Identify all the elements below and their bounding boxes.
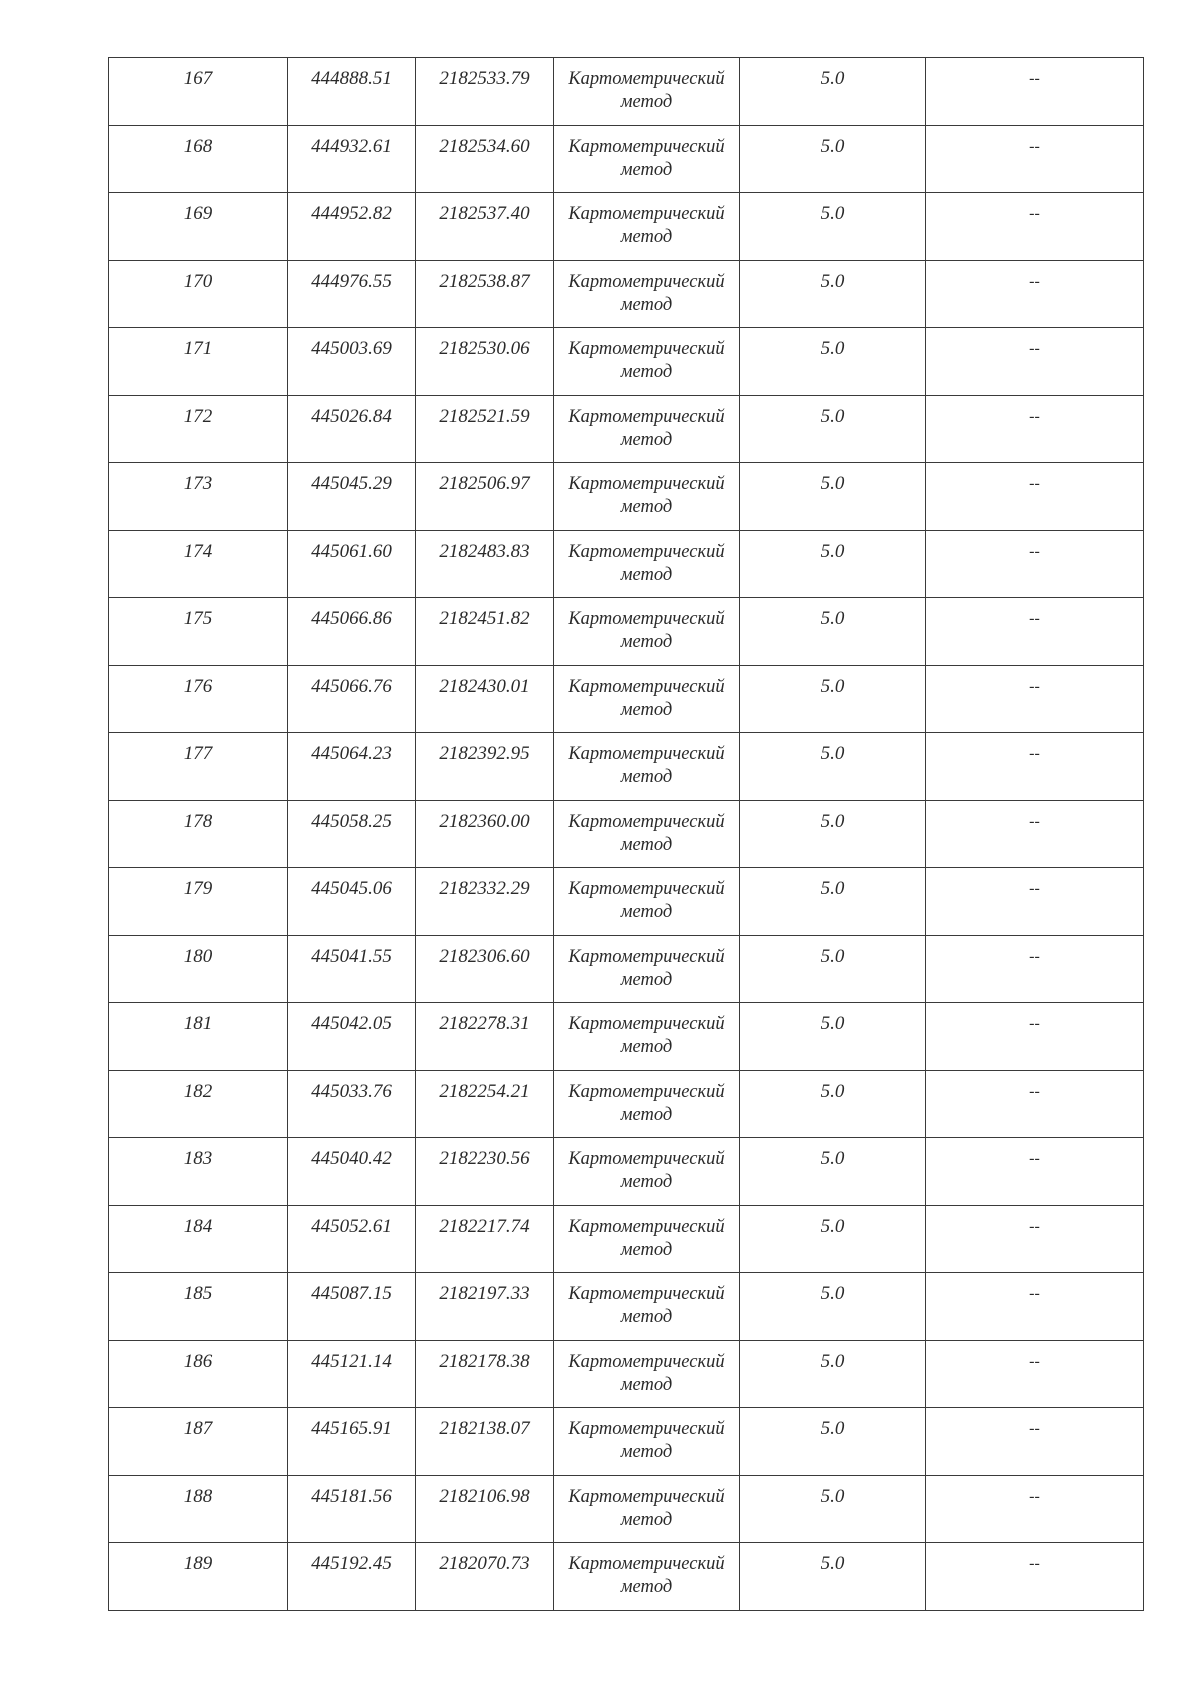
table-row [109,58,1144,126]
y-coordinate-cell: 2182197.33 [416,1273,554,1341]
x-coordinate-cell: 444976.55 [288,260,416,328]
description-cell: -- [926,598,1144,666]
x-coordinate-cell: 445033.76 [288,1070,416,1138]
description-cell: -- [926,530,1144,598]
table-row [109,1475,1144,1543]
table-row [109,1340,1144,1408]
accuracy-cell: 5.0 [740,530,926,598]
accuracy-cell: 5.0 [740,1340,926,1408]
description-cell: -- [926,1070,1144,1138]
x-coordinate-cell: 445040.42 [288,1138,416,1206]
method-cell [554,1070,740,1138]
method-cell [554,598,740,666]
description-cell: -- [926,800,1144,868]
point-number-cell: 174 [109,530,288,598]
method-line-1: Картометрический [568,406,725,427]
accuracy-cell: 5.0 [740,260,926,328]
accuracy-cell: 5.0 [740,598,926,666]
y-coordinate-cell: 2182306.60 [416,935,554,1003]
description-cell: -- [926,1475,1144,1543]
accuracy-cell: 5.0 [740,58,926,126]
method-line-1: Картометрический [568,1554,725,1574]
method-line-2: метод [620,92,673,112]
method-line-1: Картометрический [568,1149,725,1169]
method-line-2: метод [620,1172,673,1192]
accuracy-cell: 5.0 [740,800,926,868]
point-number-cell: 171 [109,328,288,396]
description-cell: -- [926,868,1144,936]
method-line-1: Картометрический [568,271,725,292]
point-number-cell: 181 [109,1003,288,1071]
coordinates-table-container [108,57,1144,1611]
description-cell: -- [926,125,1144,193]
description-cell: -- [926,1408,1144,1476]
accuracy-cell: 5.0 [740,1138,926,1206]
y-coordinate-cell: 2182538.87 [416,260,554,328]
method-line-1: Картометрический [568,744,725,764]
y-coordinate-cell: 2182392.95 [416,733,554,801]
point-number-cell: 169 [109,193,288,261]
method-line-1: Картометрический [568,339,725,359]
y-coordinate-cell: 2182537.40 [416,193,554,261]
x-coordinate-cell: 445061.60 [288,530,416,598]
method-line-1: Картометрический [568,676,725,697]
table-row [109,1273,1144,1341]
method-cell [554,260,740,328]
description-cell: -- [926,58,1144,126]
y-coordinate-cell: 2182278.31 [416,1003,554,1071]
y-coordinate-cell: 2182521.59 [416,395,554,463]
method-cell [554,1475,740,1543]
method-cell [554,58,740,126]
description-cell: -- [926,395,1144,463]
method-line-2: метод [620,159,673,180]
description-cell: -- [926,935,1144,1003]
point-number-cell: 182 [109,1070,288,1138]
point-number-cell: 184 [109,1205,288,1273]
method-line-2: метод [620,1307,673,1327]
method-line-1: Картометрический [568,1081,725,1102]
x-coordinate-cell: 445165.91 [288,1408,416,1476]
table-row [109,868,1144,936]
point-number-cell: 189 [109,1543,288,1611]
method-line-2: метод [620,1442,673,1462]
table-row [109,935,1144,1003]
x-coordinate-cell: 445045.29 [288,463,416,531]
x-coordinate-cell: 445026.84 [288,395,416,463]
y-coordinate-cell: 2182530.06 [416,328,554,396]
point-number-cell: 176 [109,665,288,733]
method-cell [554,1273,740,1341]
method-cell [554,1003,740,1071]
method-line-1: Картометрический [568,1419,725,1439]
method-line-2: метод [620,362,673,382]
method-line-2: метод [620,497,673,517]
description-cell: -- [926,328,1144,396]
y-coordinate-cell: 2182332.29 [416,868,554,936]
x-coordinate-cell: 445066.76 [288,665,416,733]
method-line-1: Картометрический [568,1216,725,1237]
method-line-2: метод [620,1239,673,1260]
accuracy-cell: 5.0 [740,868,926,936]
table-row [109,800,1144,868]
accuracy-cell: 5.0 [740,463,926,531]
description-cell: -- [926,260,1144,328]
method-cell [554,1138,740,1206]
description-cell: -- [926,463,1144,531]
method-line-1: Картометрический [568,204,725,224]
point-number-cell: 173 [109,463,288,531]
accuracy-cell: 5.0 [740,1205,926,1273]
method-line-1: Картометрический [568,946,725,967]
coordinates-table [108,57,1144,1611]
method-cell [554,800,740,868]
method-cell [554,733,740,801]
point-number-cell: 187 [109,1408,288,1476]
method-line-1: Картометрический [568,1486,725,1507]
y-coordinate-cell: 2182106.98 [416,1475,554,1543]
description-cell: -- [926,733,1144,801]
method-cell [554,1408,740,1476]
coordinates-table-body [109,58,1144,1611]
x-coordinate-cell: 444932.61 [288,125,416,193]
x-coordinate-cell: 445042.05 [288,1003,416,1071]
description-cell: -- [926,1340,1144,1408]
x-coordinate-cell: 445052.61 [288,1205,416,1273]
accuracy-cell: 5.0 [740,125,926,193]
method-line-2: метод [620,1037,673,1057]
table-row [109,193,1144,261]
point-number-cell: 177 [109,733,288,801]
y-coordinate-cell: 2182360.00 [416,800,554,868]
accuracy-cell: 5.0 [740,935,926,1003]
y-coordinate-cell: 2182070.73 [416,1543,554,1611]
y-coordinate-cell: 2182534.60 [416,125,554,193]
accuracy-cell: 5.0 [740,193,926,261]
y-coordinate-cell: 2182178.38 [416,1340,554,1408]
table-row [109,1543,1144,1611]
method-line-1: Картометрический [568,1284,725,1304]
y-coordinate-cell: 2182230.56 [416,1138,554,1206]
method-cell [554,193,740,261]
y-coordinate-cell: 2182451.82 [416,598,554,666]
y-coordinate-cell: 2182217.74 [416,1205,554,1273]
accuracy-cell: 5.0 [740,665,926,733]
description-cell: -- [926,1543,1144,1611]
method-line-2: метод [620,294,673,315]
method-line-2: метод [620,699,673,720]
method-line-1: Картометрический [568,541,725,562]
accuracy-cell: 5.0 [740,1475,926,1543]
method-line-1: Картометрический [568,811,725,832]
table-row [109,1408,1144,1476]
description-cell: -- [926,1003,1144,1071]
method-cell [554,463,740,531]
method-line-1: Картометрический [568,609,725,629]
description-cell: -- [926,1205,1144,1273]
point-number-cell: 168 [109,125,288,193]
method-cell [554,395,740,463]
x-coordinate-cell: 444952.82 [288,193,416,261]
method-cell [554,1543,740,1611]
table-row [109,463,1144,531]
method-line-1: Картометрический [568,1351,725,1372]
description-cell: -- [926,193,1144,261]
method-cell [554,665,740,733]
table-row [109,328,1144,396]
accuracy-cell: 5.0 [740,1543,926,1611]
method-line-1: Картометрический [568,69,725,89]
x-coordinate-cell: 445064.23 [288,733,416,801]
y-coordinate-cell: 2182533.79 [416,58,554,126]
method-line-2: метод [620,1577,673,1597]
accuracy-cell: 5.0 [740,1408,926,1476]
point-number-cell: 178 [109,800,288,868]
table-row [109,665,1144,733]
table-row [109,395,1144,463]
method-line-2: метод [620,429,673,450]
method-cell [554,1205,740,1273]
x-coordinate-cell: 445181.56 [288,1475,416,1543]
x-coordinate-cell: 445041.55 [288,935,416,1003]
method-line-2: метод [620,1374,673,1395]
y-coordinate-cell: 2182254.21 [416,1070,554,1138]
x-coordinate-cell: 445058.25 [288,800,416,868]
accuracy-cell: 5.0 [740,1273,926,1341]
description-cell: -- [926,665,1144,733]
point-number-cell: 172 [109,395,288,463]
method-line-2: метод [620,564,673,585]
method-cell [554,1340,740,1408]
method-line-2: метод [620,902,673,922]
point-number-cell: 188 [109,1475,288,1543]
method-line-2: метод [620,632,673,652]
method-cell [554,935,740,1003]
table-row [109,530,1144,598]
table-row [109,1138,1144,1206]
method-cell [554,328,740,396]
x-coordinate-cell: 445087.15 [288,1273,416,1341]
y-coordinate-cell: 2182483.83 [416,530,554,598]
method-line-1: Картометрический [568,879,725,899]
point-number-cell: 175 [109,598,288,666]
table-row [109,1205,1144,1273]
x-coordinate-cell: 445066.86 [288,598,416,666]
accuracy-cell: 5.0 [740,1070,926,1138]
method-line-1: Картометрический [568,136,725,157]
table-row [109,260,1144,328]
x-coordinate-cell: 444888.51 [288,58,416,126]
table-row [109,125,1144,193]
description-cell: -- [926,1273,1144,1341]
method-line-1: Картометрический [568,1014,725,1034]
method-line-2: метод [620,1509,673,1530]
point-number-cell: 183 [109,1138,288,1206]
method-line-1: Картометрический [568,474,725,494]
y-coordinate-cell: 2182430.01 [416,665,554,733]
method-line-2: метод [620,1104,673,1125]
table-row [109,1003,1144,1071]
point-number-cell: 179 [109,868,288,936]
point-number-cell: 167 [109,58,288,126]
method-cell [554,125,740,193]
y-coordinate-cell: 2182138.07 [416,1408,554,1476]
x-coordinate-cell: 445121.14 [288,1340,416,1408]
method-line-2: метод [620,969,673,990]
method-line-2: метод [620,834,673,855]
y-coordinate-cell: 2182506.97 [416,463,554,531]
point-number-cell: 170 [109,260,288,328]
point-number-cell: 185 [109,1273,288,1341]
table-row [109,1070,1144,1138]
method-line-2: метод [620,227,673,247]
table-row [109,733,1144,801]
accuracy-cell: 5.0 [740,328,926,396]
point-number-cell: 180 [109,935,288,1003]
x-coordinate-cell: 445045.06 [288,868,416,936]
accuracy-cell: 5.0 [740,1003,926,1071]
description-cell: -- [926,1138,1144,1206]
method-cell [554,530,740,598]
x-coordinate-cell: 445003.69 [288,328,416,396]
point-number-cell: 186 [109,1340,288,1408]
method-line-2: метод [620,767,673,787]
accuracy-cell: 5.0 [740,395,926,463]
x-coordinate-cell: 445192.45 [288,1543,416,1611]
table-row [109,598,1144,666]
accuracy-cell: 5.0 [740,733,926,801]
method-cell [554,868,740,936]
